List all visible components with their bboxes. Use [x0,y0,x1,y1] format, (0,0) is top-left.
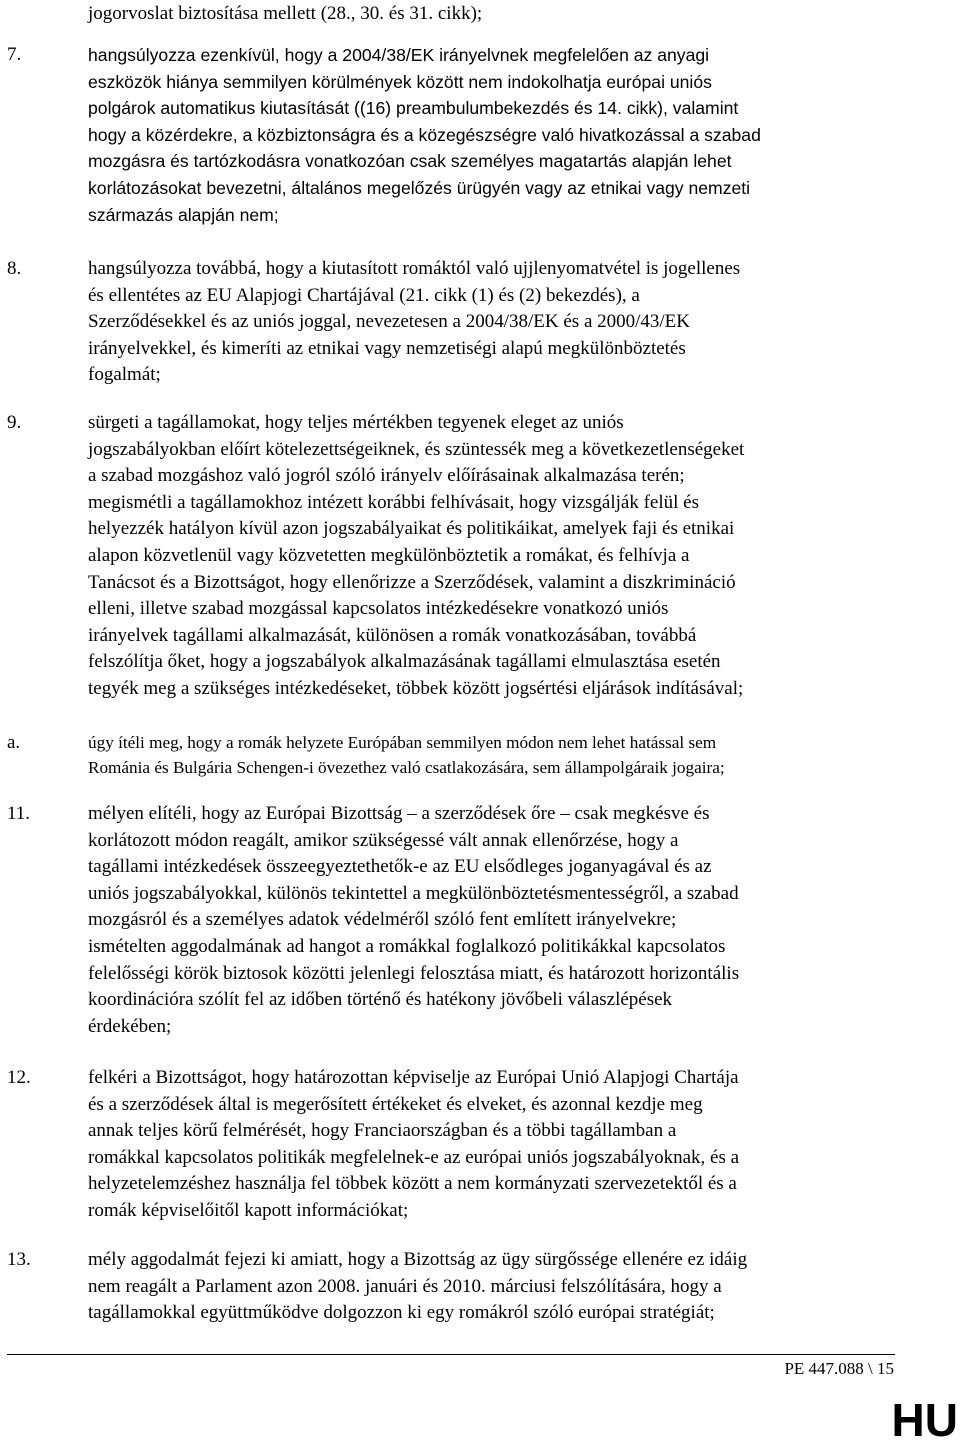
text-line: mélyen elítéli, hogy az Európai Bizottság – a szerződések őre – csak megkésve és [88,803,710,824]
text-line: hogy a közérdekre, a közbiztonságra és a közegészségre való hivatkozással a szabad [88,124,761,145]
text-line: felkéri a Bizottságot, hogy határozottan képviselje az Európai Unió Alapjogi Chartája [88,1067,739,1088]
text-line: annak teljes körű felmérését, hogy Franciaországban és a többi tagállamban a [88,1120,677,1142]
language-code: HU [891,1394,958,1446]
text-line: tagállami intézkedések összeegyeztethetők-e az EU elsődleges joganyagával és az [88,856,712,878]
text-line: uniós jogszabályokkal, különös tekintettel a megkülönböztetésmentességről, a szabad [88,882,739,904]
paragraph-text [88,256,888,389]
text-line: sürgeti a tagállamokat, hogy teljes mértékben tegyenek eleget az uniós [88,412,624,433]
text-line: a szabad mozgáshoz való jogról szóló irányelv előírásainak alkalmazása terén; [88,465,685,487]
text-line: és a szerződések által is megerősített értékeket és elveket, és azonnal kezdje meg [88,1093,703,1115]
text-line: irányelvekkel, és kimeríti az etnikai vagy nemzetiségi alapú megkülönböztetés [88,337,686,359]
paragraph-number: 13. [7,1249,31,1270]
text-line: fogalmát; [88,364,161,386]
text-line: mély aggodalmát fejezi ki amiatt, hogy a Bizottság az ügy sürgőssége ellenére ez idáig [88,1249,748,1270]
text-line: tegyék meg a szükséges intézkedéseket, többek között jogsértési eljárások indításával; [88,677,744,699]
paragraph-text [88,1247,888,1327]
text-line: romákkal kapcsolatos politikák megfelelnek-e az európai uniós jogszabályoknak, és a [88,1146,740,1168]
text-line: és ellentétes az EU Alapjogi Chartájával (21. cikk (1) és (2) bekezdés), a [88,284,640,306]
page-reference: PE 447.088 \ 15 [784,1359,894,1378]
text-line: helyzetelemzéshez használja fel többek között a nem kormányzati szervezetektől és a [88,1173,737,1195]
paragraph-text [88,42,888,228]
paragraph-text [88,730,888,780]
text-line: alapon közvetlenül vagy közvetetten megkülönböztetik a romákat, és felhívja a [88,544,690,566]
text-line: hangsúlyozza továbbá, hogy a kiutasított romáktól való ujjlenyomatvétel is jogellenes [88,258,741,279]
text-line: korlátozásokat bevezetni, általános megelőzés ürügyén vagy az etnikai vagy nemzeti [88,177,751,198]
text-line: polgárok automatikus kiutasítását ((16) preambulumbekezdés és 14. cikk), valamint [88,98,739,119]
paragraph-text [88,801,888,1040]
text-line: jogszabályokban előírt kötelezettségeiknek, és szüntessék meg a következetlenségeket [88,438,745,460]
text-line: eszközök hiánya semmilyen körülmények között nem indokolhatja európai uniós [88,71,712,92]
text-line: ismételten aggodalmának ad hangot a romákkal foglalkozó politikákkal kapcsolatos [88,935,726,957]
text-line: mozgásra és tartózkodásra vonatkozóan csak személyes magatartás alapján lehet [88,151,732,172]
text-line: helyezzék hatályon kívül azon jogszabályaikat és politikáikat, amelyek faji és etnikai [88,518,735,540]
paragraph-text [88,1065,888,1225]
text-line: tagállamokkal együttműködve dolgozzon ki egy romákról szóló európai stratégiát; [88,1302,715,1324]
text-line: Románia és Bulgária Schengen-i övezethez való csatlakozására, sem állampolgáraik jogaira; [88,758,725,777]
text-line: koordinációra szólít fel az időben történő és hatékony jövőbeli válaszlépések [88,989,673,1011]
text-line: érdekében; [88,1015,172,1037]
text-line: romák képviselőitől kapott információkat; [88,1199,409,1221]
paragraph-number: a. [7,732,21,753]
text-line: származás alapján nem; [88,204,279,225]
paragraph-number: 12. [7,1067,31,1088]
text-line: felelősségi körök biztosok közötti jelenlegi felosztása miatt, és határozott horizontális [88,962,740,984]
text-line: irányelvek tagállami alkalmazását, különösen a romák vonatkozásában, továbbá [88,624,697,646]
paragraph-number: 11. [7,803,31,824]
text-line: megismétli a tagállamokhoz intézett korábbi felhívásait, hogy vizsgálják felül és [88,491,699,513]
text-line: Tanácsot és a Bizottságot, hogy ellenőrizze a Szerződések, valamint a diszkrimináció [88,571,736,593]
text-line: Szerződésekkel és az uniós joggal, nevezetesen a 2004/38/EK és a 2000/43/EK [88,311,691,333]
text-line: úgy ítéli meg, hogy a romák helyzete Európában semmilyen módon nem lehet hatással sem [88,733,717,752]
top-fragment: jogorvoslat biztosítása mellett (28., 30. és 31. cikk); [88,3,483,24]
paragraph-number: 9. [7,412,22,433]
text-line: felszólítja őket, hogy a jogszabályok alkalmazásának tagállami elmulasztása esetén [88,651,721,673]
paragraph-number: 7. [7,44,22,65]
text-line: korlátozott módon reagált, amikor szükségessé vált annak ellenőrzése, hogy a [88,829,679,851]
text-line: nem reagált a Parlament azon 2008. januári és 2010. márciusi felszólítására, hogy a [88,1275,722,1297]
text-line: elleni, illetve szabad mozgással kapcsolatos intézkedésekre vonatkozó uniós [88,598,669,620]
paragraph-number: 8. [7,258,22,279]
footer-rule [7,1354,895,1355]
text-line: hangsúlyozza ezenkívül, hogy a 2004/38/EK irányelvnek megfelelően az anyagi [88,45,710,65]
text-line: mozgásról és a személyes adatok védelméről szóló fent említett irányelvekre; [88,909,677,931]
paragraph-text [88,410,888,703]
